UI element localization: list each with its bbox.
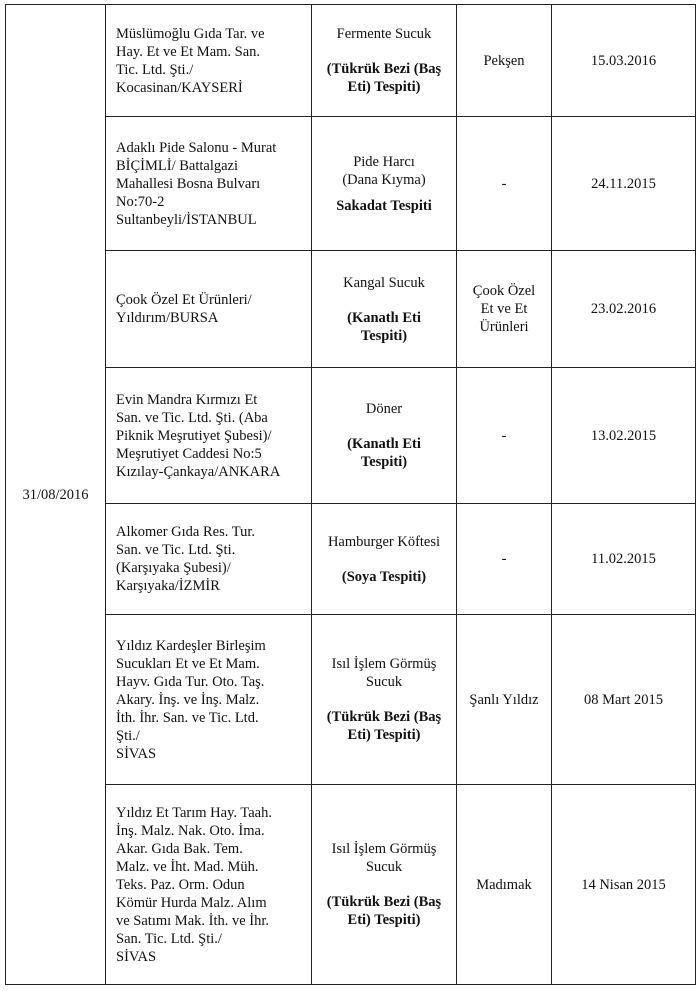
company-line: İnş. Malz. Nak. Oto. İma.	[116, 822, 265, 839]
product-cell	[312, 785, 457, 985]
company-line: (Karşıyaka Şubesi)/	[116, 560, 231, 576]
company-line: Karşıyaka/İZMİR	[116, 578, 220, 594]
table-row	[6, 117, 696, 251]
date-cell: 15.03.2016	[552, 5, 696, 117]
finding-text: (Soya Tespiti)	[341, 568, 427, 585]
company-line: Şti./	[116, 727, 140, 744]
product-cell	[312, 251, 457, 368]
date-cell: 08 Mart 2015	[552, 615, 696, 785]
brand-cell: -	[457, 368, 552, 504]
company-line: Müslümoğlu Gıda Tar. ve	[116, 25, 265, 42]
company-line: No:70-2	[116, 193, 165, 210]
table-row	[6, 251, 696, 368]
company-line: Hayv. Gıda Tur. Oto. Taş.	[116, 673, 265, 690]
inspection-table	[5, 4, 696, 985]
report-date: 31/08/2016	[6, 5, 106, 985]
company-line: BİÇİMLİ/ Battalgazi	[116, 157, 239, 174]
company-cell	[106, 117, 312, 251]
company-line: Adaklı Pide Salonu - Murat	[116, 139, 277, 156]
company-line: Kızılay-Çankaya/ANKARA	[116, 463, 281, 480]
company-line: Hay. Et ve Et Mam. San.	[116, 43, 261, 60]
date-cell: 13.02.2015	[552, 368, 696, 504]
product-cell	[312, 615, 457, 785]
product-name: Isıl İşlem Görmüş Sucuk	[331, 841, 437, 875]
company-cell	[106, 785, 312, 985]
company-line: Kömür Hurda Malz. Alım	[116, 894, 267, 911]
product-cell	[312, 117, 457, 251]
company-cell	[106, 368, 312, 504]
brand-cell: Çook Özel Et ve Et Ürünleri	[457, 251, 552, 368]
company-line: Akar. Gıda Bak. Tem.	[116, 840, 243, 857]
table-row	[6, 368, 696, 504]
product-name: Pide Harcı (Dana Kıyma)	[342, 153, 426, 188]
company-line: Malz. ve İht. Mad. Müh.	[116, 858, 259, 875]
finding-text: (Kanatlı Eti Tespiti)	[347, 436, 421, 470]
brand-cell: Madımak	[457, 785, 552, 985]
date-cell: 24.11.2015	[552, 117, 696, 251]
company-line: Yıldız Kardeşler Birleşim	[116, 637, 266, 654]
product-cell	[312, 368, 457, 504]
company-line: Sucukları Et ve Et Mam.	[116, 655, 260, 672]
product-name: Hamburger Köftesi	[327, 533, 441, 550]
company-line: Meşrutiyet Caddesi No:5	[116, 445, 262, 462]
company-line: Sultanbeyli/İSTANBUL	[116, 211, 257, 228]
company-line: Çook Özel Et Ürünleri/	[116, 292, 252, 308]
company-line: Alkomer Gıda Res. Tur.	[116, 524, 255, 540]
company-line: San. ve Tic. Ltd. Şti.	[116, 542, 236, 558]
company-line: Teks. Paz. Orm. Odun	[116, 876, 245, 893]
finding-text: (Kanatlı Eti Tespiti)	[347, 309, 421, 344]
company-line: ve Satımı Mak. İth. ve İhr.	[116, 912, 270, 929]
date-cell: 14 Nisan 2015	[552, 785, 696, 985]
company-line: Evin Mandra Kırmızı Et	[116, 391, 258, 408]
company-line: Kocasinan/KAYSERİ	[116, 79, 243, 96]
finding-text: (Tükrük Bezi (Baş Eti) Tespiti)	[326, 709, 442, 743]
date-cell: 11.02.2015	[552, 504, 696, 615]
company-cell	[106, 504, 312, 615]
company-cell	[106, 5, 312, 117]
company-line: San. Tic. Ltd. Şti./	[116, 930, 222, 947]
brand-cell: Pekşen	[457, 5, 552, 117]
company-line: Akary. İnş. ve İnş. Malz.	[116, 691, 260, 708]
company-line: İth. İhr. San. ve Tic. Ltd.	[116, 709, 259, 726]
company-line: Mahallesi Bosna Bulvarı	[116, 175, 261, 192]
finding-text: Sakadat Tespiti	[336, 197, 432, 214]
date-cell: 23.02.2016	[552, 251, 696, 368]
finding-text: (Tükrük Bezi (Baş Eti) Tespiti)	[326, 894, 442, 928]
company-line: Tic. Ltd. Şti./	[116, 61, 194, 78]
company-line: SİVAS	[116, 948, 157, 965]
table-row	[6, 785, 696, 985]
table-row	[6, 504, 696, 615]
brand-cell: Şanlı Yıldız	[457, 615, 552, 785]
company-line: SİVAS	[116, 745, 157, 762]
brand-cell: -	[457, 504, 552, 615]
table-row	[6, 5, 696, 117]
company-line: Yıldırım/BURSA	[116, 310, 219, 326]
company-line: Yıldız Et Tarım Hay. Taah.	[116, 804, 272, 821]
company-line: Piknik Meşrutiyet Şubesi)/	[116, 427, 272, 444]
product-name: Kangal Sucuk	[343, 274, 425, 291]
product-name: Isıl İşlem Görmüş Sucuk	[331, 656, 437, 690]
finding-text: (Tükrük Bezi (Baş Eti) Tespiti)	[326, 61, 442, 95]
company-cell	[106, 615, 312, 785]
product-name: Döner	[365, 401, 403, 417]
company-cell	[106, 251, 312, 368]
brand-cell: -	[457, 117, 552, 251]
product-cell	[312, 504, 457, 615]
table-row	[6, 615, 696, 785]
company-line: San. ve Tic. Ltd. Şti. (Aba	[116, 409, 268, 426]
product-name: Fermente Sucuk	[336, 26, 432, 42]
product-cell	[312, 5, 457, 117]
